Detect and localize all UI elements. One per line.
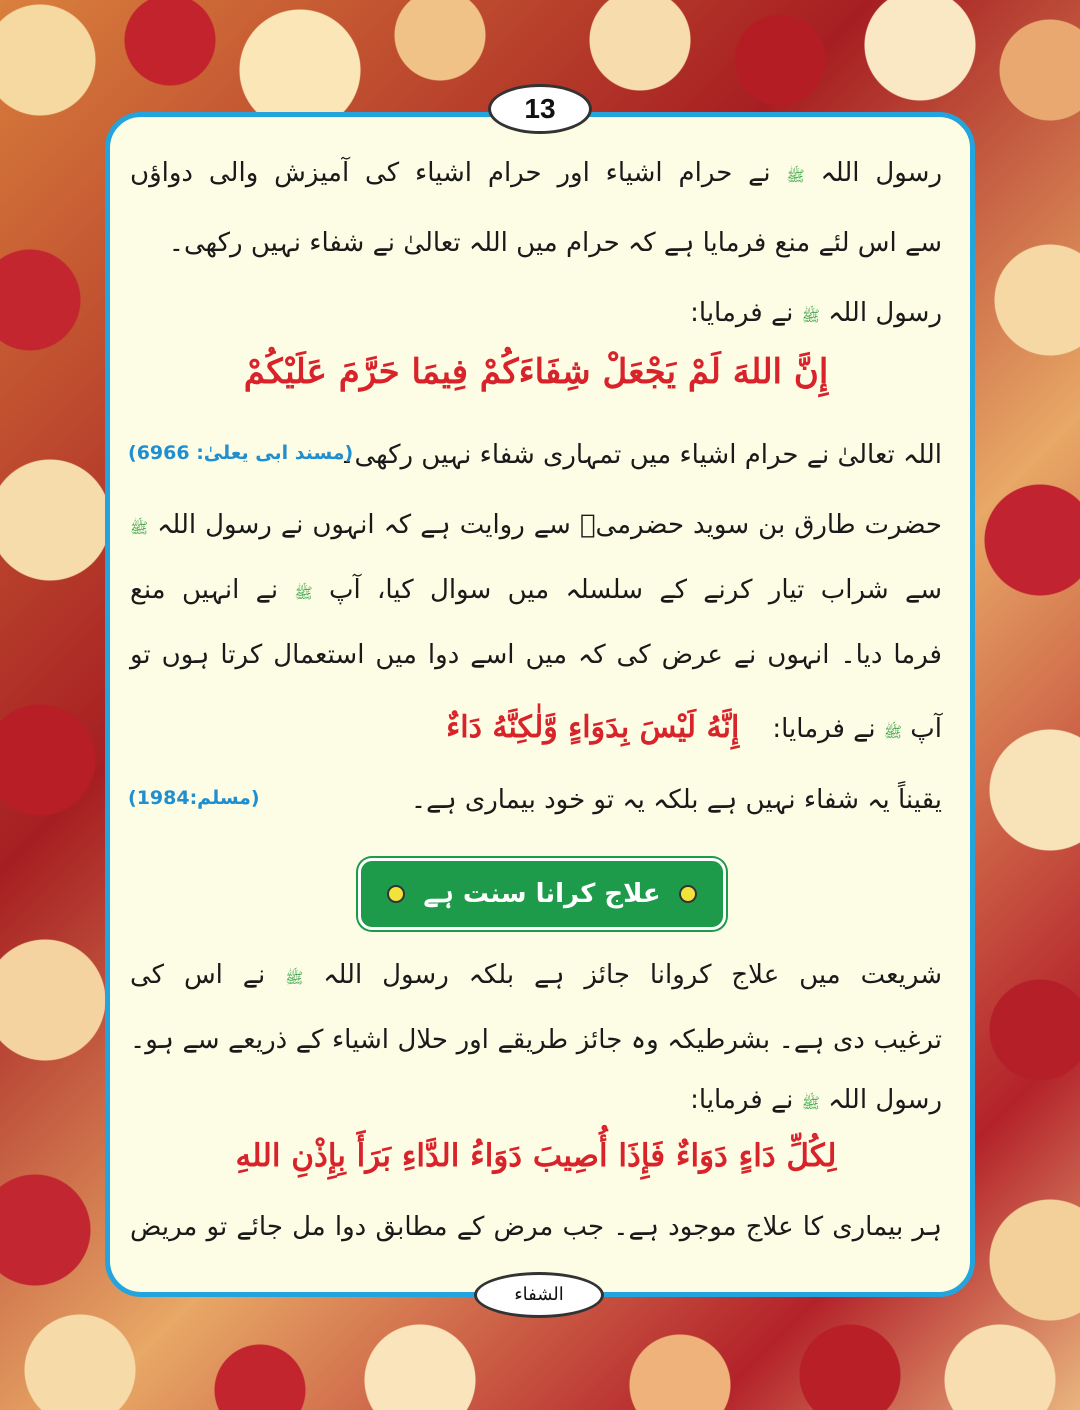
arabic-hadith: لِكُلِّ دَاءٍ دَوَاءٌ فَإِذَا أُصِيبَ دَوَاءُ الدَّاءِ بَرَأَ بِإِذْنِ اللهِ <box>235 1138 837 1174</box>
arabic-inline-hadith: إِنَّهُ لَيْسَ بِدَوَاءٍ وَّلٰكِنَّهُ دَاءٌ <box>446 710 740 745</box>
bullet-dot-icon <box>679 885 697 903</box>
text-line <box>130 158 942 189</box>
hadith-reference: (مسلم:1984) <box>128 787 260 809</box>
salla-glyph: ﷺ <box>786 167 805 185</box>
text-fragment: نے فرمایا: <box>690 1085 794 1115</box>
salla-glyph: ﷺ <box>294 584 313 602</box>
salla-glyph: ﷺ <box>801 1094 820 1112</box>
text-line: سے اس لئے منع فرمایا ہے کہ حرام میں اللہ تعالیٰ نے شفاء نہیں رکھی۔ <box>168 228 942 258</box>
arabic-hadith: إِنَّ اللهَ لَمْ يَجْعَلْ شِفَاءَكُمْ فِيمَا حَرَّمَ عَلَيْكُمْ <box>243 352 829 392</box>
page-number: 13 <box>488 84 592 134</box>
text-line: فرما دیا۔ انہوں نے عرض کی کہ میں اسے دوا میں استعمال کرتا ہوں تو <box>130 640 942 670</box>
text-line <box>130 575 942 606</box>
text-fragment: نے فرمایا: <box>772 714 876 744</box>
content-panel <box>105 112 975 1297</box>
text-fragment: نے حرام اشیاء اور حرام اشیاء کی آمیزش والی دواؤں <box>130 158 771 188</box>
hadith-reference: (مسند ابی یعلیٰ: 6966) <box>128 442 354 464</box>
salla-glyph: ﷺ <box>801 307 820 325</box>
text-fragment: نے فرمایا: <box>690 298 794 328</box>
text-fragment: رسول اللہ <box>828 298 942 328</box>
text-fragment: آپ <box>910 714 942 744</box>
text-line <box>130 960 942 991</box>
salla-glyph: ﷺ <box>130 519 149 537</box>
text-line <box>130 298 942 329</box>
translation-line: ہر بیماری کا علاج موجود ہے۔ جب مرض کے مطابق دوا مل جائے تو مریض <box>130 1212 942 1242</box>
text-fragment: نے اس کی <box>130 960 266 990</box>
translation-line: اللہ تعالیٰ نے حرام اشیاء میں تمہاری شفاء نہیں رکھی۔ <box>339 440 942 470</box>
translation-line: یقیناً یہ شفاء نہیں ہے بلکہ یہ تو خود بیماری ہے۔ <box>410 785 942 815</box>
text-line <box>130 710 942 745</box>
text-line <box>130 510 942 541</box>
salla-glyph: ﷺ <box>285 969 304 987</box>
text-fragment: حضرت طارق بن سوید حضرمیؓ سے روایت ہے کہ انہوں نے رسول اللہ <box>157 510 942 540</box>
text-fragment: سے شراب تیار کرنے کے سلسلہ میں سوال کیا، آپ <box>328 575 942 605</box>
text-fragment: رسول اللہ <box>828 1085 942 1115</box>
book-title-badge: الشفاء <box>474 1272 604 1318</box>
text-fragment: نے انہیں منع <box>130 575 279 605</box>
text-fragment: رسول اللہ <box>820 158 943 188</box>
section-heading-text: علاج کرانا سنت ہے <box>423 879 661 909</box>
salla-glyph: ﷺ <box>883 723 903 741</box>
text-line <box>130 1085 942 1116</box>
bullet-dot-icon <box>387 885 405 903</box>
section-heading <box>358 858 726 930</box>
text-fragment: شریعت میں علاج کروانا جائز ہے بلکہ رسول اللہ <box>323 960 943 990</box>
text-line: ترغیب دی ہے۔ بشرطیکہ وہ جائز طریقے اور حلال اشیاء کے ذریعے سے ہو۔ <box>130 1025 942 1055</box>
